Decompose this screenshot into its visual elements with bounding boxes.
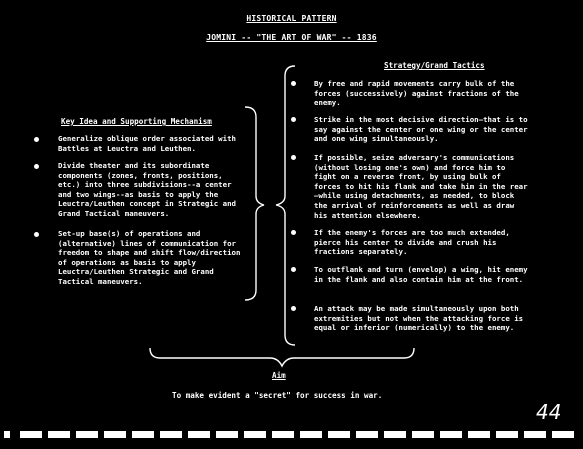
right-item-4: If the enemy's forces are too much extended, pierce his center to divide and crush his fractions separately. — [314, 228, 510, 257]
right-item-5: To outflank and turn (envelop) a wing, hit enemy in the flank and also contain him at the front. — [314, 265, 528, 284]
bullet-icon — [291, 81, 296, 86]
film-edge-mark — [496, 431, 518, 438]
left-item-3: Set-up base(s) of operations and (alternative) lines of communication for freedom to shape and shift flow/direction of operations as basis to apply Leuctra/Leuthen Strategic and Grand Tactical maneuvers. — [58, 229, 241, 286]
aim-text: To make evident a "secret" for success in war. — [172, 391, 383, 400]
bullet-icon — [291, 267, 296, 272]
film-edge-mark — [468, 431, 490, 438]
bullet-icon — [291, 155, 296, 160]
film-edge-mark — [524, 431, 546, 438]
right-heading: Strategy/Grand Tactics — [384, 61, 485, 70]
bottom-brace — [150, 348, 414, 366]
page-subtitle: JOMINI -- "THE ART OF WAR" -- 1836 — [206, 33, 377, 42]
bullet-icon — [34, 232, 39, 237]
film-edge-mark — [48, 431, 70, 438]
right-item-3: If possible, seize adversary's communications (without losing one's own) and force him to fight on a reverse front, by using bulk of forces to hit his flank and take him in the rear—while using detachments, as needed, to block the arrival of reinforcements as well as draw his attention elsewhere. — [314, 153, 528, 220]
page-title: HISTORICAL PATTERN — [246, 14, 337, 23]
film-edge-mark — [160, 431, 182, 438]
film-edge-mark — [272, 431, 294, 438]
film-edge-mark — [328, 431, 350, 438]
page-number: 44 — [536, 400, 562, 424]
bullet-icon — [291, 306, 296, 311]
bullet-icon — [291, 230, 296, 235]
film-edge-mark — [412, 431, 434, 438]
aim-label: Aim — [272, 371, 286, 380]
film-edge-mark — [132, 431, 154, 438]
film-edge-mark — [300, 431, 322, 438]
film-edge-mark — [76, 431, 98, 438]
film-edge-mark — [356, 431, 378, 438]
right-item-6: An attack may be made simultaneously upon both extremities but not when the attacking force is equal or inferior (numerically) to the enemy. — [314, 304, 524, 333]
left-item-2: Divide theater and its subordinate components (zones, fronts, positions, etc.) into three subdivisions--a center and two wings--as basis to apply the Leuctra/Leuthen concept in Strategic and Grand Tactical maneuvers. — [58, 161, 236, 218]
film-edge-mark — [20, 431, 42, 438]
film-edge-mark — [104, 431, 126, 438]
right-item-1: By free and rapid movements carry bulk of the forces (successively) against fractions of the enemy. — [314, 79, 519, 108]
film-edge-mark — [188, 431, 210, 438]
film-edge-mark — [440, 431, 462, 438]
right-brace — [276, 66, 295, 345]
bullet-icon — [34, 137, 39, 142]
bullet-icon — [291, 117, 296, 122]
film-edge-mark — [552, 431, 574, 438]
film-edge-mark — [4, 431, 10, 438]
left-heading: Key Idea and Supporting Mechanism — [61, 117, 212, 126]
bullet-icon — [34, 164, 39, 169]
film-edge-mark — [216, 431, 238, 438]
film-edge-mark — [384, 431, 406, 438]
right-item-2: Strike in the most decisive direction—that is to say against the center or one wing or the center and one wing simultaneously. — [314, 115, 528, 144]
film-edge-mark — [244, 431, 266, 438]
left-item-1: Generalize oblique order associated with Battles at Leuctra and Leuthen. — [58, 134, 236, 153]
